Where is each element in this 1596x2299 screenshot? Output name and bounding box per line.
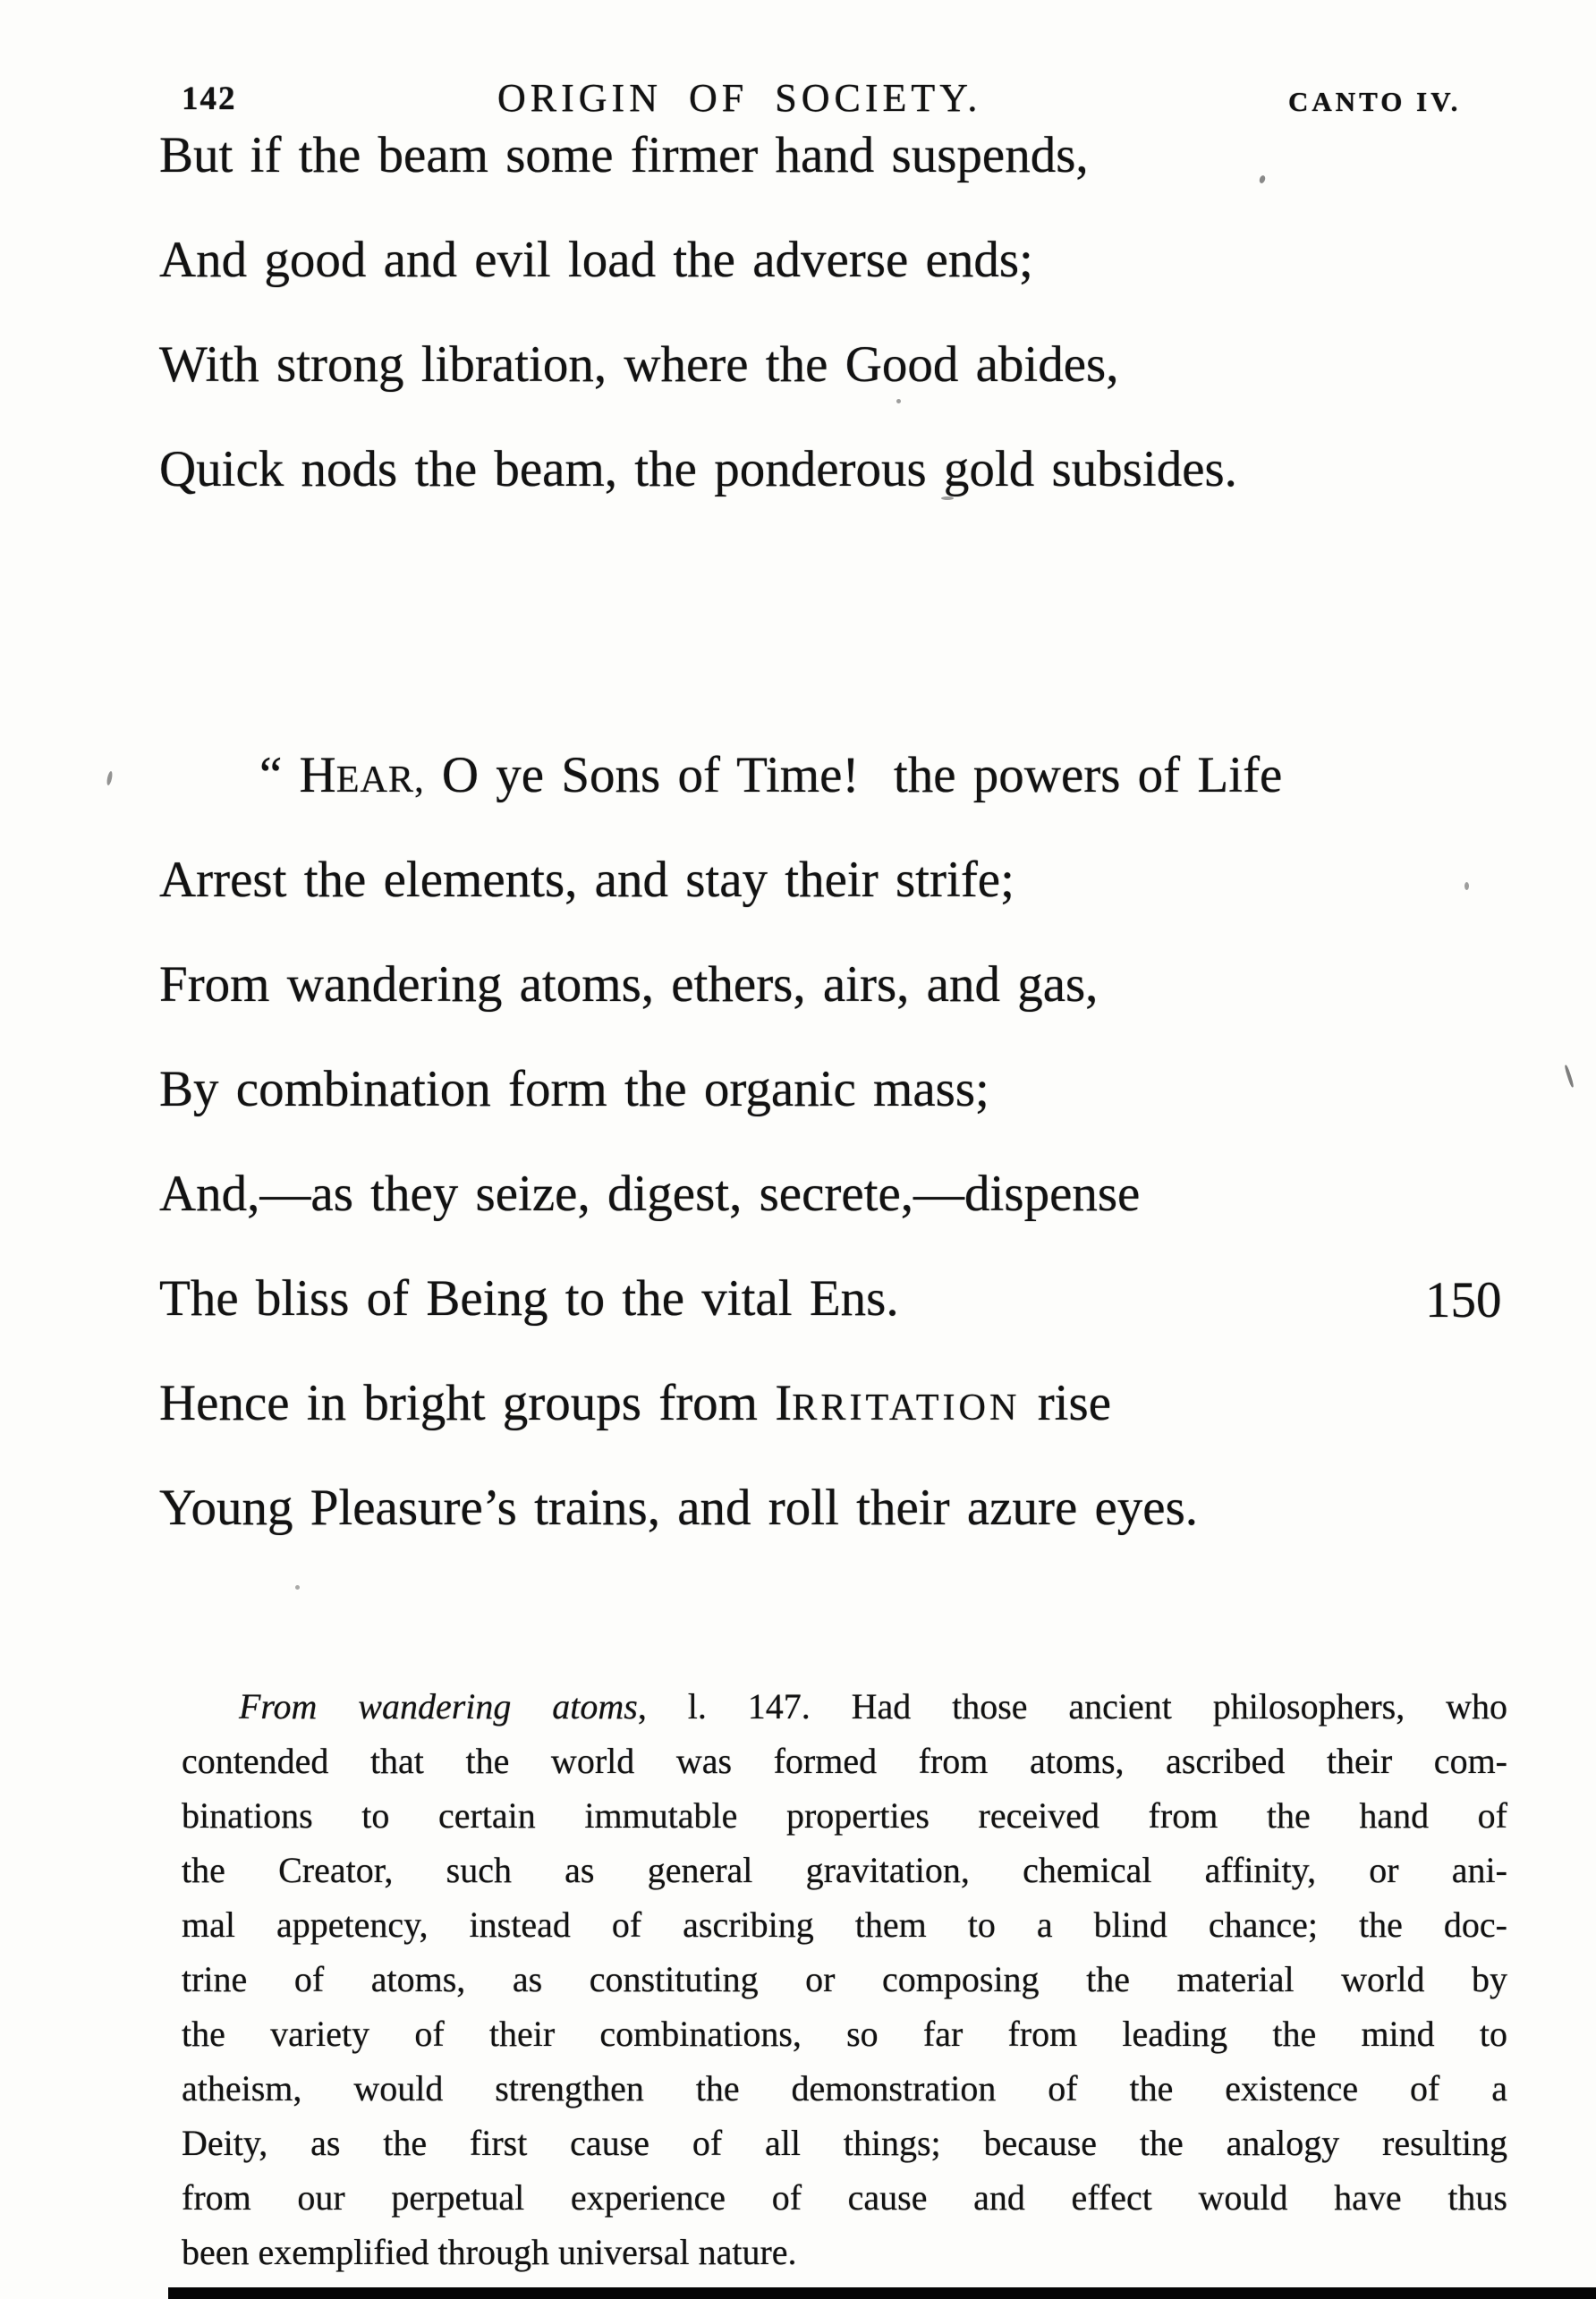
footnote-lead-italic: From wandering atoms — [239, 1686, 638, 1726]
poem-line: Quick nods the beam, the ponderous gold subsides. — [159, 441, 1237, 497]
verse-line-number: 150 — [1425, 1272, 1502, 1328]
poem-line — [159, 1375, 1528, 1431]
poem-line-text: Hence in bright groups from I — [159, 1375, 793, 1431]
footnote-line: been exemplified through universal nature. — [182, 2232, 797, 2272]
footnote-line: contended that the world was formed from atoms, ascribed their com- — [182, 1741, 1507, 1781]
poem-line: From wandering atoms, ethers, airs, and gas, — [159, 956, 1099, 1013]
footnote-line: from our perpetual experience of cause and effect would have thus — [182, 2177, 1507, 2218]
poem-line-text: rise — [1020, 1375, 1111, 1431]
scan-speck — [106, 771, 113, 786]
footnote-text: , l. 147. Had those ancient philosophers, who — [637, 1686, 1507, 1726]
footnote-line: the Creator, such as general gravitation, chemical affinity, or ani- — [182, 1850, 1507, 1890]
canto-label: CANTO IV. — [1288, 86, 1462, 117]
scan-speck — [295, 1585, 300, 1590]
scan-speck — [1564, 1065, 1575, 1088]
poem-line-text: O ye Sons of Time! the powers of Life — [424, 747, 1283, 803]
poem-line — [159, 747, 1528, 803]
footnote-line — [182, 1679, 1507, 1734]
footnote-line: Deity, as the first cause of all things; because the analogy resulting — [182, 2123, 1507, 2163]
poem-line: Young Pleasure’s trains, and roll their azure eyes. — [159, 1480, 1199, 1536]
page-number: 142 — [182, 81, 237, 117]
poem-line: And,—as they seize, digest, secrete,—dispense — [159, 1166, 1141, 1222]
small-caps-word: EAR, — [335, 759, 425, 801]
footnote-line: the variety of their combinations, so far from leading the mind to — [182, 2014, 1507, 2054]
running-title: ORIGIN OF SOCIETY. — [497, 76, 982, 120]
scan-speck — [896, 399, 901, 403]
poem-line-text: “ H — [259, 747, 336, 803]
poem-line: With strong libration, where the Good abides, — [159, 336, 1119, 393]
poem-line: Arrest the elements, and stay their strife; — [159, 852, 1014, 908]
footnote — [182, 1679, 1507, 2279]
footnote-line: atheism, would strengthen the demonstration of the existence of a — [182, 2068, 1507, 2108]
footnote-line: mal appetency, instead of ascribing them to a blind chance; the doc- — [182, 1905, 1507, 1945]
poem-line — [159, 1270, 1528, 1328]
poem-line: But if the beam some firmer hand suspends, — [159, 127, 1089, 183]
poem-line: And good and evil load the adverse ends; — [159, 232, 1033, 288]
scan-edge-band — [168, 2287, 1596, 2299]
poem-line-text: The bliss of Being to the vital Ens. — [159, 1270, 899, 1327]
footnote-line: binations to certain immutable properties received from the hand of — [182, 1795, 1507, 1836]
scan-speck — [941, 496, 954, 500]
footnote-line: trine of atoms, as constituting or composing the material world by — [182, 1959, 1507, 1999]
scan-speck — [1464, 882, 1469, 890]
small-caps-word: RRITATION — [792, 1387, 1021, 1429]
poem-line: By combination form the organic mass; — [159, 1061, 989, 1117]
